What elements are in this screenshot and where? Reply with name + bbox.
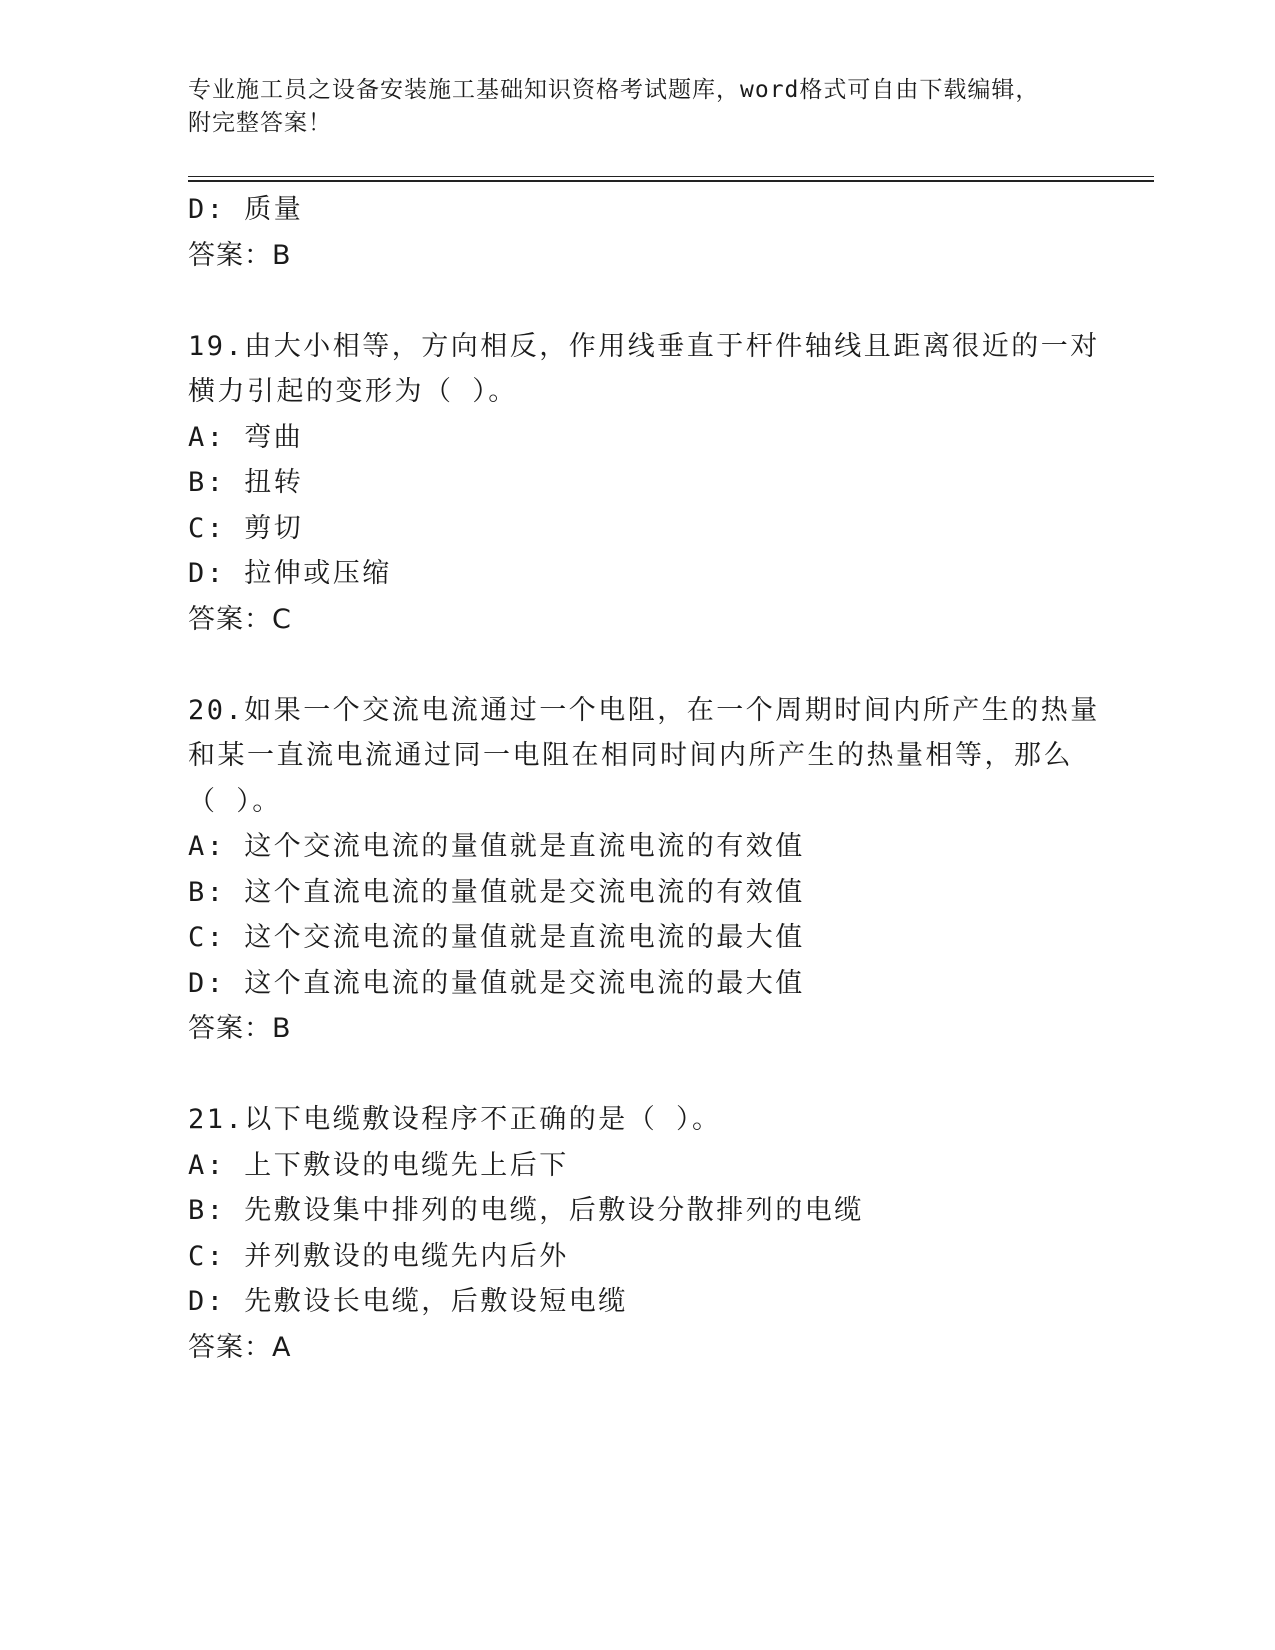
option-d: D: 先敷设长电缆，后敷设短电缆	[188, 1286, 628, 1317]
spacer	[188, 1052, 1088, 1098]
option-c: C: 这个交流电流的量值就是直流电流的最大值	[188, 922, 805, 953]
answer-line: 答案：A	[188, 1331, 292, 1363]
question-text-line: 横力引起的变形为（ ）。	[188, 376, 518, 407]
question-list	[188, 187, 1100, 1370]
question-text-line: 21.以下电缆敷设程序不正确的是（ ）。	[188, 1104, 722, 1135]
option-b: B: 这个直流电流的量值就是交流电流的有效值	[188, 876, 805, 908]
document-header	[188, 74, 1088, 140]
option-b: B: 扭转	[188, 467, 304, 498]
spacer	[188, 278, 1088, 324]
previous-question-tail	[188, 187, 1088, 278]
option-c: C: 并列敷设的电缆先内后外	[188, 1240, 569, 1272]
option-d: D: 这个直流电流的量值就是交流电流的最大值	[188, 967, 805, 999]
question-text-line: 和某一直流电流通过同一电阻在相同时间内所产生的热量相等，那么	[188, 740, 1073, 771]
option-d: D: 拉伸或压缩	[188, 558, 392, 589]
option-b: B: 先敷设集中排列的电缆，后敷设分散排列的电缆	[188, 1195, 864, 1226]
spacer	[188, 642, 1088, 688]
question-text-line: 19.由大小相等，方向相反，作用线垂直于杆件轴线且距离很近的一对	[188, 330, 1100, 362]
option-d: D: 质量	[188, 194, 304, 225]
header-line-2: 附完整答案！	[188, 110, 332, 136]
header-line-1: 专业施工员之设备安装施工基础知识资格考试题库，word格式可自由下载编辑，	[188, 77, 1040, 103]
question-text-line: （ ）。	[188, 785, 282, 817]
question-21	[188, 1097, 1088, 1370]
answer-line: 答案：B	[188, 1013, 292, 1044]
question-19	[188, 324, 1100, 643]
question-text-line: 20.如果一个交流电流通过一个电阻，在一个周期时间内所产生的热量	[188, 694, 1100, 726]
header-divider-thick	[188, 180, 1154, 182]
header-divider-thin	[188, 176, 1154, 177]
option-a: A: 弯曲	[188, 421, 304, 453]
option-a: A: 这个交流电流的量值就是直流电流的有效值	[188, 831, 805, 862]
answer-line: 答案：B	[188, 239, 292, 271]
question-20	[188, 688, 1100, 1052]
option-c: C: 剪切	[188, 512, 304, 544]
answer-line: 答案：C	[188, 603, 292, 635]
option-a: A: 上下敷设的电缆先上后下	[188, 1149, 569, 1181]
